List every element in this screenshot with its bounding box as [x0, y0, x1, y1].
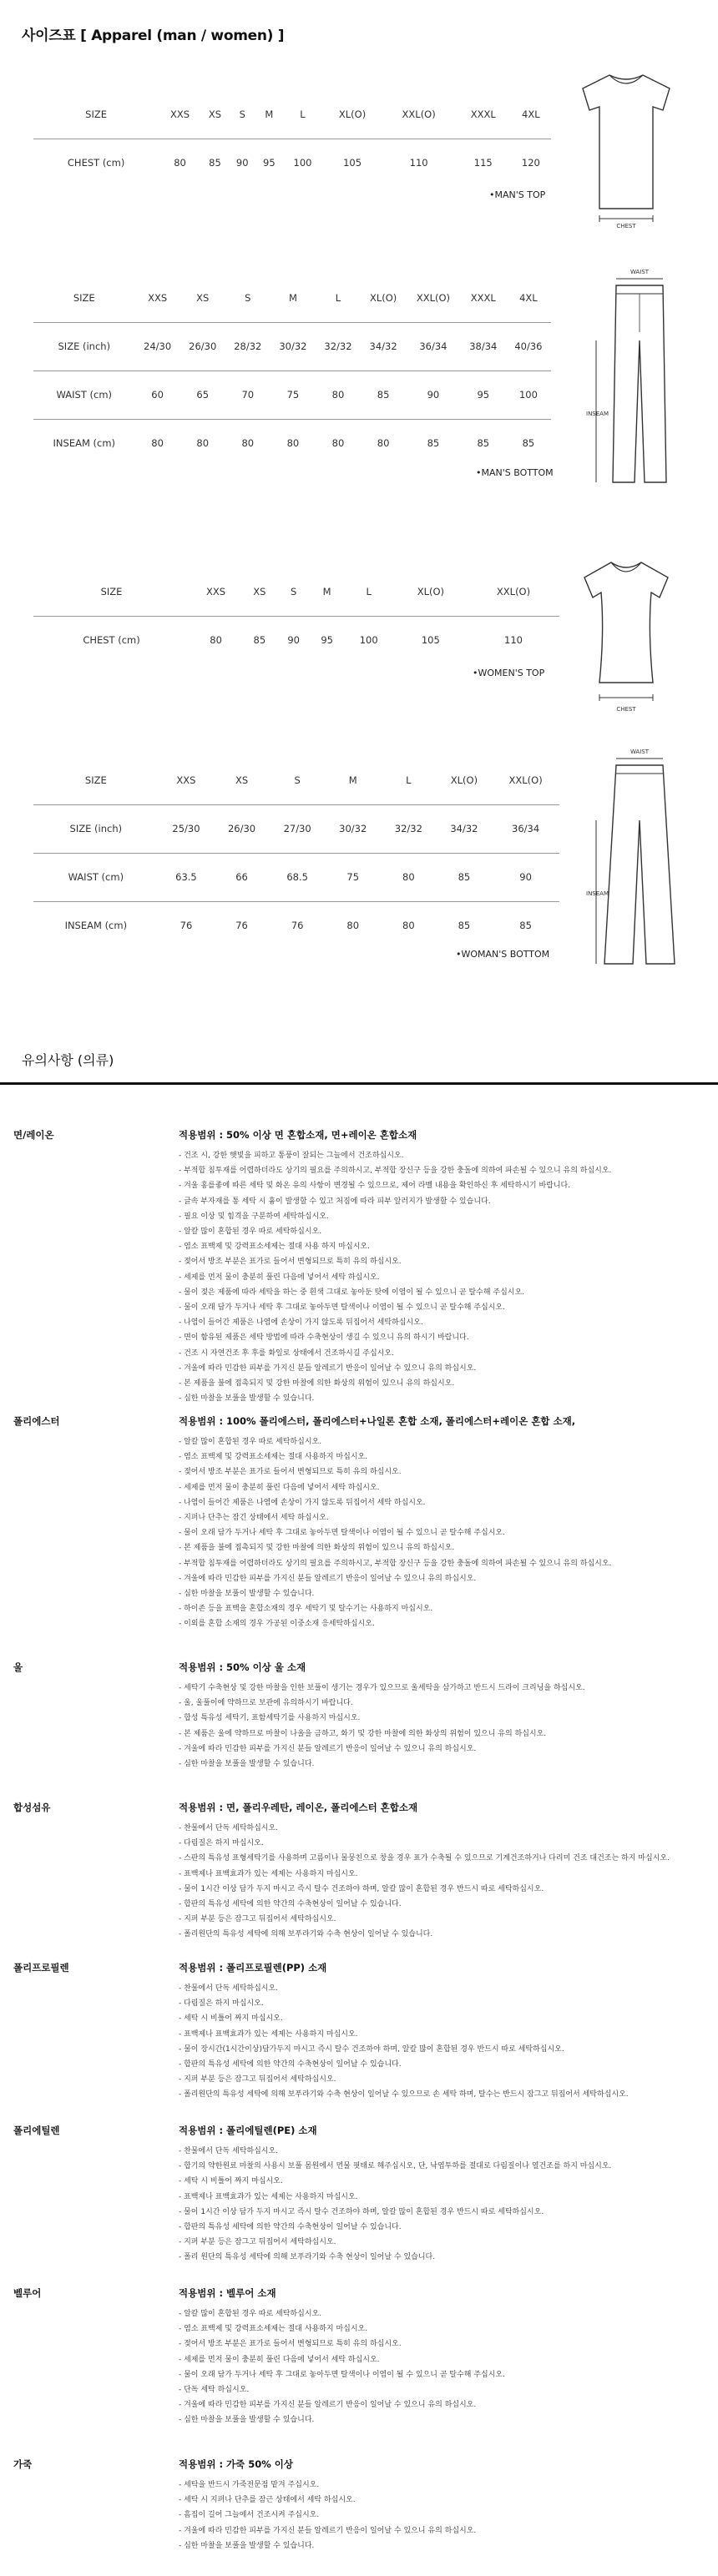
material-scope: 적용범위 : 면, 폴리우레탄, 레이온, 폴리에스터 혼합소재 — [179, 1802, 418, 1813]
size-cell: M — [255, 90, 282, 139]
size-header-row — [33, 756, 559, 804]
care-instruction: - 물이 오래 담가 두거나 세탁 후 그대로 놓아두면 탈색이나 이염이 될 수 있으니 곧 탈수해 주십시오. — [179, 1300, 696, 1315]
material-scope: 적용범위 : 폴리에틸렌(PE) 소재 — [179, 2125, 317, 2136]
size-cell: 85 — [427, 437, 440, 450]
material-name: 면/레이온 — [13, 1129, 54, 1141]
size-cell: 85 — [458, 920, 471, 932]
size-cell: 120 — [521, 157, 540, 169]
size-cell: 34/32 — [361, 322, 406, 371]
material-scope: 적용범위 : 가죽 50% 이상 — [179, 2458, 294, 2470]
size-cell: 76 — [291, 920, 304, 932]
page-title: 사이즈표 [ Apparel (man / women) ] — [22, 28, 285, 44]
size-cell: 24/30 — [135, 322, 180, 371]
care-instructions — [179, 2478, 696, 2553]
care-instruction: - 물이 젖은 제품에 따라 세탁을 하는 중 흰색 그대로 놓아둔 탓에 이염이 될 수 있으니 곧 탈수해 주십시오. — [179, 1285, 696, 1300]
care-instructions — [179, 1681, 696, 1772]
size-cell: L — [316, 274, 361, 322]
size-cell: 85 — [519, 920, 532, 932]
care-instruction: - 세탁 시 지퍼나 단추를 잠근 상태에서 세탁 하십시오. — [179, 2493, 696, 2508]
care-instruction: - 폴리원단의 특유성 세탁에 의해 보푸라기와 수축 현상이 일어날 수 있으므로 손 세탁 하며, 탈수는 반드시 잠그고 뒤집어서 세탁하십시오. — [179, 2087, 696, 2102]
care-instruction: - 지퍼 부분 등은 잠그고 뒤집어서 세탁하십시오. — [179, 1912, 696, 1927]
material-scope: 적용범위 : 50% 이상 면 혼합소재, 면+레이온 혼합소재 — [179, 1129, 417, 1141]
size-cell: XL(O) — [437, 756, 493, 804]
size-cell: 80 — [402, 920, 415, 932]
size-cell: 80 — [151, 437, 164, 450]
care-instruction: - 물이 장시간(1시간이상)담가두지 마시고 즉시 탈수 건조하야 하며, 알칼 많이 혼합된 경우 반드시 따로 세탁하십시오. — [179, 2042, 696, 2057]
size-row — [33, 616, 559, 664]
size-cell: 80 — [381, 853, 437, 901]
size-cell: XS — [242, 567, 277, 616]
size-cell: 80 — [210, 634, 222, 647]
size-header-row — [33, 567, 559, 616]
care-instruction: - 염소 표백제 및 강력표소세제는 절대 사용하지 마십시오. — [179, 1449, 696, 1464]
care-instruction: - 세제를 먼저 물이 충분히 풀린 다음에 넣어서 세탁 하십시오. — [179, 1270, 696, 1285]
size-cell: XXS — [159, 90, 201, 139]
mans-bottom-figure — [584, 265, 685, 491]
size-cell: XL(O) — [361, 274, 406, 322]
chest-label: CHEST — [616, 706, 636, 713]
size-cell: 110 — [504, 634, 523, 647]
care-instructions — [179, 1821, 696, 1943]
care-instruction: - 본 제품은 울에 약하므로 마찰이 나올을 금하고, 화기 및 강한 마찰에 의한 화상의 위험이 있으니 유의 하십시오. — [179, 1727, 696, 1742]
mans-bottom-size-table — [33, 274, 551, 467]
caution-divider — [0, 1082, 718, 1085]
size-header-row — [33, 274, 551, 322]
care-instruction: - 심한 마찰을 보풀을 발생할 수 있습니다. — [179, 1391, 696, 1406]
size-row — [33, 419, 551, 467]
size-cell: XXL(O) — [406, 274, 461, 322]
size-cell: 27/30 — [270, 804, 326, 853]
size-cell: L — [282, 90, 322, 139]
size-cell: 26/30 — [214, 804, 270, 853]
material-name: 폴리에틸렌 — [13, 2125, 60, 2136]
care-instruction: - 지퍼 부분 등은 잠그고 뒤집어서 세탁하십시오. — [179, 2235, 696, 2250]
size-cell: S — [270, 756, 326, 804]
row-label: SIZE (inch) — [33, 322, 135, 371]
material-name: 합성섬유 — [13, 1802, 51, 1813]
care-instruction: - 알칼 많이 혼합된 경우 따로 세탁하십시오. — [179, 2306, 696, 2321]
material-name: 폴리에스터 — [13, 1415, 60, 1427]
size-cell: 110 — [409, 157, 428, 169]
size-cell: XXL(O) — [468, 567, 559, 616]
size-cell: 32/32 — [316, 322, 361, 371]
size-cell: 25/30 — [159, 804, 215, 853]
size-cell: 85 — [361, 371, 406, 419]
care-instruction: - 찬물에서 단독 세탁하십시오. — [179, 2144, 696, 2159]
mans-top-note: •MAN'S TOP — [489, 189, 546, 200]
care-instruction: - 표백제나 표백효과가 있는 세제는 사용하지 마십시오. — [179, 1867, 696, 1882]
size-cell: L — [381, 756, 437, 804]
size-cell: 100 — [359, 634, 378, 647]
size-cell: XS — [201, 90, 229, 139]
material-name: 울 — [13, 1661, 23, 1673]
care-instruction: - 합판의 특유성 세탁에 의한 약간의 수축현상이 일어날 수 있습니다. — [179, 2220, 696, 2235]
mans-top-size-table — [33, 90, 551, 187]
care-instruction: - 하이존 등을 표백을 혼합소재의 경우 세탁기 및 탈수기는 사용하지 마십시오. — [179, 1601, 696, 1616]
care-instruction: - 세탁기 수축현상 및 강한 마찰을 인한 보풀이 생기는 경우가 있으므로 울세탁을 삼가하고 반드시 드라이 크리닝을 하십시오. — [179, 1681, 696, 1696]
size-cell: 115 — [473, 157, 493, 169]
care-instruction: - 면이 함유된 제품은 세탁 방법에 따라 수축현상이 생길 수 있으니 유의 하시기 바랍니다. — [179, 1330, 696, 1345]
care-instruction: - 이외를 혼합 소재의 경우 가공된 이중소재 응세탁하십시오. — [179, 1616, 696, 1631]
row-label: SIZE — [33, 274, 135, 322]
size-cell: S — [229, 90, 255, 139]
size-cell: 95 — [263, 157, 276, 169]
size-cell: M — [311, 567, 344, 616]
womens-top-figure — [576, 557, 676, 716]
care-instruction: - 표백제나 표백효과가 있는 세제는 사용하지 마십시오. — [179, 2190, 696, 2205]
size-cell: 100 — [293, 157, 312, 169]
care-instruction: - 다림질은 하지 마십시오. — [179, 1836, 696, 1851]
care-instruction: - 물이 1시간 이상 담가 두지 마시고 즉시 탈수 건조하야 하며, 알칼 많이 혼합된 경우 반드시 따로 세탁하십시오. — [179, 2205, 696, 2220]
care-instruction: - 건조 시, 강한 햇빛을 피하고 통풍이 잘되는 그늘에서 건조하십시오. — [179, 1148, 696, 1163]
row-label: SIZE — [33, 756, 159, 804]
size-cell: 4XL — [506, 274, 551, 322]
care-instruction: - 폴리원단의 특유성 세탁에 의해 보푸라기와 수축 현상이 일어날 수 있습니다. — [179, 1927, 696, 1942]
care-instruction: - 본 제품을 불에 접촉되지 및 강한 마찰에 의한 화상의 위험이 있으니 유의 하십시오. — [179, 1376, 696, 1391]
care-instruction: - 단독 세탁 하십시오. — [179, 2382, 696, 2397]
row-label: SIZE — [33, 90, 159, 139]
care-instruction: - 스판의 특유성 표형세탁기를 사용하며 고름이나 물뭉친으로 창을 경우 표가 수축될 수 있으므로 기계건조하거나 다리미 건조 대건조는 하지 마십시오. — [179, 1851, 696, 1866]
size-cell: XL(O) — [394, 567, 468, 616]
size-cell: 76 — [235, 920, 248, 932]
care-instruction: - 부적합 침투재를 어렵하더라도 상기의 필요를 주의하시고, 부적합 장신구 등을 강한 충돌에 의하여 파손될 수 있으니 유의 하십시오. — [179, 1556, 696, 1571]
care-instruction: - 젖어서 방조 부분은 표가로 들어서 변형되므로 특히 유의 하십시오. — [179, 1254, 696, 1269]
size-cell: XXL(O) — [382, 90, 456, 139]
size-cell: 100 — [506, 371, 551, 419]
care-instruction: - 부적합 침투재를 어렵하더라도 상기의 필요를 주의하시고, 부적합 장신구 등을 강한 충돌에 의하여 파손될 수 있으니 유의 하십시오. — [179, 1163, 696, 1178]
care-instruction: - 알칼 많이 혼합된 경우 따로 세탁하십시오. — [179, 1434, 696, 1449]
size-cell: 63.5 — [159, 853, 215, 901]
care-instruction: - 겨울에 따라 민감한 피부를 가지신 분들 알레르기 반응이 일어날 수 있으니 유의 하십시오. — [179, 1361, 696, 1376]
size-cell: 80 — [331, 437, 345, 450]
size-cell: 68.5 — [270, 853, 326, 901]
care-instruction: - 심한 마찰을 보풀이 발생할 수 있습니다. — [179, 1586, 696, 1601]
size-cell: 90 — [492, 853, 559, 901]
material-name: 가죽 — [13, 2458, 33, 2470]
material-scope: 적용범위 : 벨루어 소재 — [179, 2287, 276, 2299]
care-instruction: - 본 제품을 불에 접촉되지 및 강한 마찰에 의한 화상의 위험이 있으니 유의 하십시오. — [179, 1540, 696, 1555]
care-instruction: - 염소 표백제 및 강력표소세제는 절대 사용 하지 마십시오. — [179, 1239, 696, 1254]
care-instruction: - 겨울에 따라 민감한 피부를 가지신 분들 알레르기 반응이 일어날 수 있으니 유의 하십시오. — [179, 2523, 696, 2538]
care-instruction: - 찬물에서 단독 세탁하십시오. — [179, 1821, 696, 1836]
row-label: WAIST (cm) — [33, 371, 135, 419]
chest-label: CHEST — [616, 223, 636, 229]
size-cell: 36/34 — [406, 322, 461, 371]
size-cell: 80 — [174, 157, 186, 169]
size-row — [33, 139, 551, 187]
row-label: CHEST (cm) — [83, 634, 140, 647]
size-cell: XXXL — [456, 90, 511, 139]
row-label: SIZE — [33, 567, 190, 616]
care-instructions — [179, 1148, 696, 1406]
size-cell: 80 — [286, 437, 300, 450]
size-cell: 66 — [214, 853, 270, 901]
size-cell: 80 — [196, 437, 210, 450]
size-cell: 30/32 — [271, 322, 316, 371]
size-cell: 85 — [522, 437, 535, 450]
size-cell: M — [271, 274, 316, 322]
mans-bottom-note: •MAN'S BOTTOM — [476, 467, 554, 478]
care-instruction: - 염소 표백제 및 강력표소세제는 절대 사용하지 마십시오. — [179, 2321, 696, 2337]
care-instructions — [179, 1981, 696, 2103]
size-cell: 90 — [287, 634, 300, 647]
material-name: 폴리프로필렌 — [13, 1962, 69, 1974]
care-instruction: - 물이 1시간 이상 담가 두지 마시고 즉시 탈수 건조하야 하며, 알칼 많이 혼합된 경우 반드시 따로 세탁하십시오. — [179, 1882, 696, 1897]
care-instruction: - 나염이 들어간 제품은 나염에 손상이 가지 않도록 뒤집어서 세탁하십시오. — [179, 1315, 696, 1330]
size-cell: 80 — [377, 437, 390, 450]
size-cell: XL(O) — [323, 90, 382, 139]
care-instruction: - 심한 마찰을 보풀을 발생할 수 있습니다. — [179, 2412, 696, 2427]
care-instruction: - 세탁을 반드시 가죽전문점 맡겨 주십시오. — [179, 2478, 696, 2493]
size-cell: 70 — [225, 371, 271, 419]
size-cell: 105 — [343, 157, 362, 169]
material-name: 벨루어 — [13, 2287, 42, 2299]
size-cell: 90 — [235, 157, 249, 169]
care-instruction: - 흠집이 길어 그늘에서 건조시켜 주십시오. — [179, 2508, 696, 2523]
care-instruction: - 물이 오래 담가 두거나 세탁 후 그대로 놓아두면 탈색이나 이염이 될 수 있으니 곧 탈수해 주십시오. — [179, 2367, 696, 2382]
size-row — [33, 901, 559, 950]
care-instruction: - 필요 이상 및 힘격을 구분하여 세탁하십시오. — [179, 1209, 696, 1224]
womans-bottom-note: •WOMAN'S BOTTOM — [456, 949, 550, 960]
womens-top-size-table — [33, 567, 559, 664]
size-cell: 38/34 — [461, 322, 506, 371]
size-cell: XXS — [159, 756, 215, 804]
care-instruction: - 나염이 들어간 제품은 나염에 손상이 가지 않도록 뒤집어서 세탁 하십시오. — [179, 1495, 696, 1510]
material-scope: 적용범위 : 폴리프로필렌(PP) 소재 — [179, 1962, 327, 1974]
size-cell: 85 — [437, 853, 493, 901]
size-cell: 105 — [421, 634, 440, 647]
size-row — [33, 371, 551, 419]
care-instruction: - 건조 시 자연건조 후 후를 화일로 상태에서 건조하시길 주십시오. — [179, 1346, 696, 1361]
inseam-label: INSEAM — [586, 890, 609, 897]
size-cell: S — [277, 567, 311, 616]
size-cell: 80 — [346, 920, 360, 932]
size-cell: 34/32 — [437, 804, 493, 853]
care-instruction: - 젖어서 방조 부분은 표가로 들어서 변형되므로 특히 유의 하십시오. — [179, 2337, 696, 2352]
size-cell: S — [225, 274, 271, 322]
material-scope: 적용범위 : 50% 이상 울 소재 — [179, 1661, 306, 1673]
care-instruction: - 폴리 원단의 특유성 세탁에 의해 보푸라기와 수축 현상이 일어날 수 있습니다. — [179, 2250, 696, 2265]
care-instruction: - 젖어서 방조 부분은 표가로 들어서 변형되므로 특히 유의 하십시오. — [179, 1464, 696, 1480]
waist-label: WAIST — [630, 749, 650, 755]
care-instructions — [179, 2144, 696, 2266]
inseam-label: INSEAM — [586, 411, 609, 417]
size-cell: L — [344, 567, 394, 616]
care-instruction: - 찬물에서 단독 세탁하십시오. — [179, 1981, 696, 1996]
size-cell: XXL(O) — [492, 756, 559, 804]
care-instruction: - 알칼 많이 혼합된 경우 따로 세탁하십시오. — [179, 1224, 696, 1239]
care-instruction: - 세탁 시 비틀어 짜지 마십시오. — [179, 2174, 696, 2189]
care-instruction: - 심한 마찰을 보풀을 발생할 수 있습니다. — [179, 1757, 696, 1772]
size-row — [33, 853, 559, 901]
size-cell: 85 — [209, 157, 221, 169]
size-row — [33, 804, 559, 853]
size-cell: 75 — [325, 853, 381, 901]
size-cell: 80 — [316, 371, 361, 419]
size-cell: 30/32 — [325, 804, 381, 853]
womans-bottom-size-table — [33, 756, 559, 950]
size-cell: XXS — [135, 274, 180, 322]
size-cell: 32/32 — [381, 804, 437, 853]
size-cell: XXXL — [461, 274, 506, 322]
size-cell: 26/30 — [180, 322, 225, 371]
material-scope: 적용범위 : 100% 폴리에스터, 폴리에스터+나일론 혼합 소재, 폴리에스터+레이온 혼합 소재, — [179, 1415, 576, 1427]
care-instruction: - 지퍼 부분 등은 잠그고 뒤집어서 세탁하십시오. — [179, 2072, 696, 2087]
size-cell: XS — [214, 756, 270, 804]
size-cell: 85 — [253, 634, 266, 647]
size-row — [33, 322, 551, 371]
care-instruction: - 겨울 홍를좋에 따른 세탁 및 화온 유의 사항이 변경될 수 있으므로, 제어 라벨 내용을 확인하신 후 세탁하시기 바랍니다. — [179, 1178, 696, 1193]
size-cell: 36/34 — [492, 804, 559, 853]
care-instruction: - 합판의 특유성 세탁에 의한 약간의 수축현상이 일어날 수 있습니다. — [179, 1897, 696, 1912]
row-label: WAIST (cm) — [33, 853, 159, 901]
size-cell: 75 — [271, 371, 316, 419]
size-cell: 76 — [180, 920, 193, 932]
care-instruction: - 세제를 먼저 물이 충분히 풀린 다음에 넣어서 세탁 하십시오. — [179, 1480, 696, 1495]
care-instructions — [179, 1434, 696, 1632]
womans-bottom-figure — [584, 745, 685, 970]
care-instruction: - 세제를 먼저 물이 충분히 풀린 다음에 넣어서 세탁 하십시오. — [179, 2352, 696, 2367]
row-label: INSEAM (cm) — [53, 437, 116, 450]
size-cell: 95 — [461, 371, 506, 419]
size-cell: XXS — [190, 567, 242, 616]
size-cell: 85 — [477, 437, 490, 450]
care-instruction: - 글속 부자재를 통 세탁 시 흉이 발생할 수 있고 처짐에 따라 피부 알러지가 발생할 수 있습니다. — [179, 1194, 696, 1209]
care-instruction: - 겨울에 따라 민감한 피부를 가지신 분들 알레르기 반응이 일어날 수 있으니 유의 하십시오. — [179, 1742, 696, 1757]
care-instruction: - 세탁 시 비틀어 짜지 마십시오. — [179, 2011, 696, 2026]
care-instructions — [179, 2306, 696, 2428]
size-cell: 95 — [321, 634, 333, 647]
care-instruction: - 울, 울풀이에 약하므로 보관에 유의하시기 바랍니다. — [179, 1696, 696, 1711]
womens-top-note: •WOMEN'S TOP — [473, 668, 545, 678]
row-label: INSEAM (cm) — [64, 920, 128, 932]
size-cell: XS — [180, 274, 225, 322]
care-instruction: - 지퍼나 단추는 잠긴 상태에서 세탁 하십시오. — [179, 1510, 696, 1525]
care-instruction: - 다림질은 하지 마십시오. — [179, 1996, 696, 2011]
size-cell: 65 — [180, 371, 225, 419]
size-cell: 90 — [406, 371, 461, 419]
size-header-row — [33, 90, 551, 139]
size-cell: 80 — [241, 437, 255, 450]
size-cell: 4XL — [511, 90, 551, 139]
care-instruction: - 합기의 약한원료 마찰의 사용시 보풀 몸원에서 먼물 핏태로 해주십시오, 단, 낙엽투하를 절대로 다림질이나 열건조를 하지 마십시오. — [179, 2159, 696, 2174]
size-cell: 60 — [135, 371, 180, 419]
care-instruction: - 겨울에 따라 민감한 피부를 가지신 분들 알레르기 반응이 일어날 수 있으니 유의 하십시오. — [179, 1571, 696, 1586]
waist-label: WAIST — [630, 269, 650, 275]
row-label: SIZE (inch) — [33, 804, 159, 853]
care-instruction: - 합판의 특유성 세탁에 의한 약간의 수축현상이 일어날 수 있습니다. — [179, 2057, 696, 2072]
mans-top-figure — [576, 70, 676, 229]
care-instruction: - 겨울에 따라 민감한 피부를 가지신 분들 알레르기 반응이 일어날 수 있으니 유의 하십시오. — [179, 2397, 696, 2412]
care-instruction: - 심한 마찰을 보풀을 발생할 수 있습니다. — [179, 2538, 696, 2553]
care-instruction: - 합성 특유성 세탁기, 표함세탁기를 사용하지 마십시오. — [179, 1711, 696, 1726]
care-instruction: - 표백제나 표백효과가 있는 세제는 사용하지 마십시오. — [179, 2027, 696, 2042]
row-label: CHEST (cm) — [67, 157, 125, 169]
care-instruction: - 물이 오래 담가 두거나 세탁 후 그대로 놓아두면 탈색이나 이염이 될 수 있으니 곧 탈수해 주십시오. — [179, 1525, 696, 1540]
size-cell: 40/36 — [506, 322, 551, 371]
size-cell: 28/32 — [225, 322, 271, 371]
size-cell: M — [325, 756, 381, 804]
caution-title: 유의사항 (의류) — [22, 1052, 114, 1068]
